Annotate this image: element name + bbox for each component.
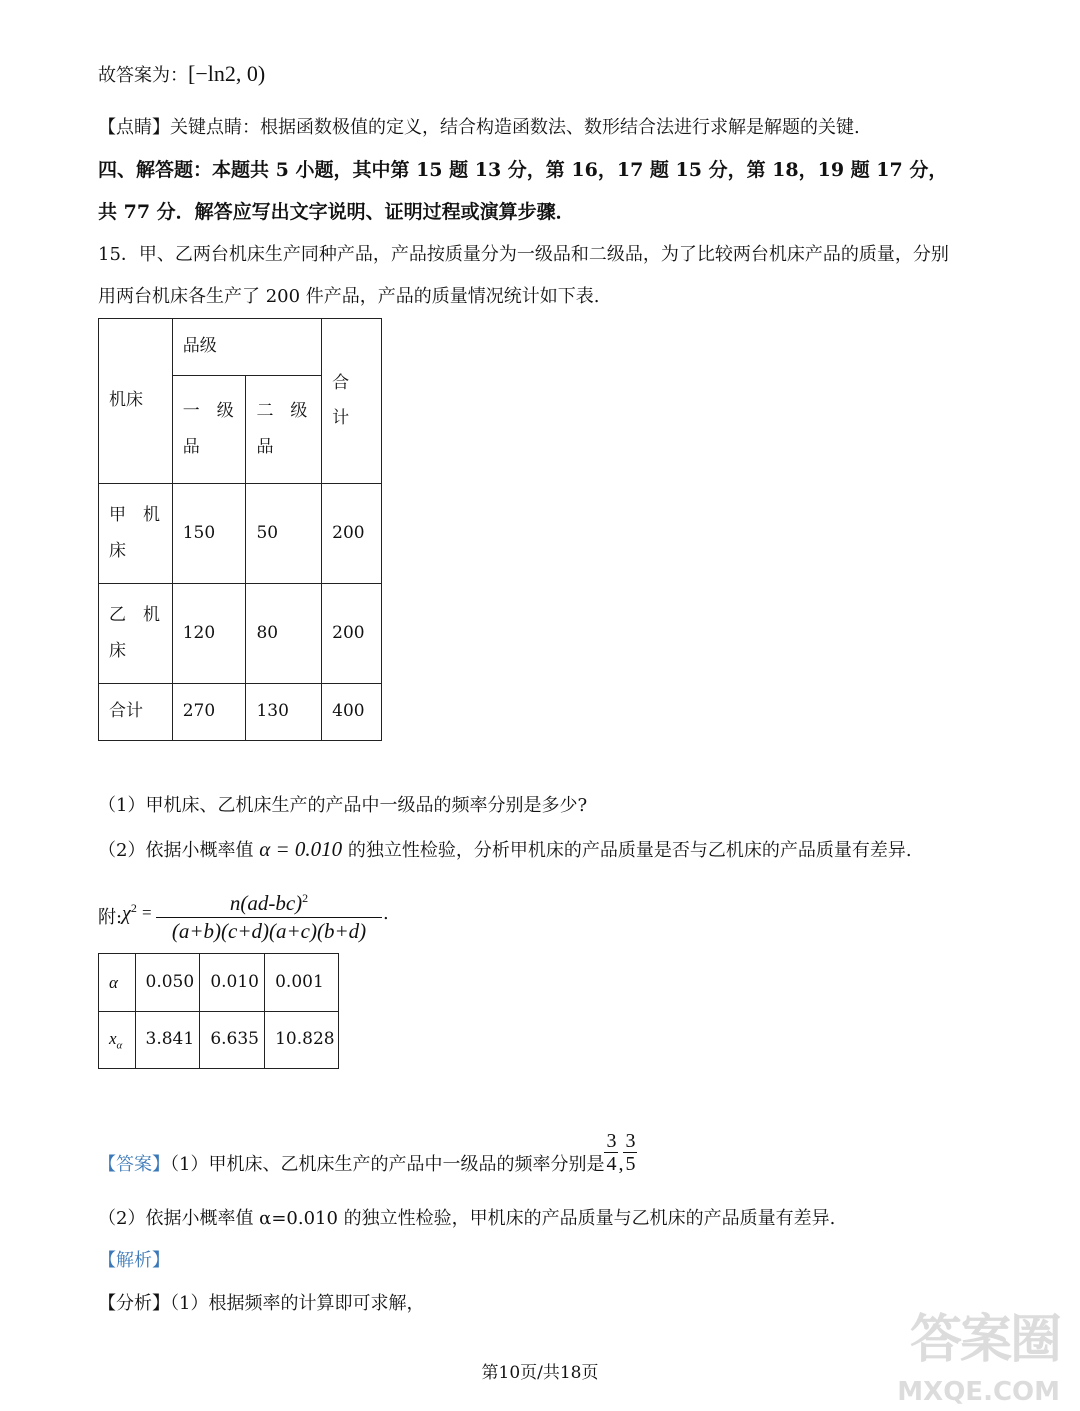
total-row-name: 合计 (99, 684, 173, 741)
header-first-grade: 一 级 品 (172, 376, 246, 484)
analysis-label: 【解析】 (98, 1250, 170, 1271)
formula-prefix: 附: (98, 907, 123, 928)
chi-symbol: $\chi^2$ (122, 901, 137, 925)
cell-second: 50 (246, 484, 322, 584)
alpha-value: α = 0.010 (259, 837, 343, 861)
section-heading-line2: 共 77 分．解答应写出文字说明、证明过程或演算步骤． (98, 201, 575, 223)
answer-conclusion (98, 60, 265, 89)
formula-fraction (156, 886, 382, 944)
critical-cell: 3.841 (135, 1012, 200, 1069)
quality-table (98, 318, 382, 741)
formula-denominator: (a+b)(c+d)(a+c)(b+d) (171, 919, 367, 943)
alpha-cell: 0.001 (265, 954, 339, 1012)
fenxi-text: （1）根据频率的计算即可求解， (170, 1293, 425, 1314)
fraction-three-fifths: $\frac{3}{5}$ (625, 1130, 636, 1175)
question-text-line2: 用两台机床各生产了 200 件产品，产品的质量情况统计如下表. (98, 286, 600, 307)
header-second-grade: 二 级 品 (246, 376, 322, 484)
cell-total: 200 (322, 484, 382, 584)
formula-numerator: $n(ad-bc)^2$ (229, 891, 309, 915)
total-first: 270 (172, 684, 246, 741)
answer-label: 【答案】 (98, 1153, 170, 1175)
sub-question-2: （2）依据小概率值 α = 0.010 的独立性检验，分析甲机床的产品质量是否与乙机床的产品质量有差异. (98, 837, 912, 861)
analysis-fenxi (98, 1292, 424, 1315)
total-second: 130 (246, 684, 322, 741)
critical-value-table (98, 953, 339, 1069)
header-grade: 品级 (172, 319, 321, 376)
cell-first: 120 (172, 584, 246, 684)
row-name: 甲 机 床 (99, 484, 173, 584)
fenxi-label: 【分析】 (98, 1293, 170, 1314)
alpha-label: α (99, 954, 136, 1012)
answer-line-2: （2）依据小概率值 α=0.010 的独立性检验，甲机床的产品质量与乙机床的产品质量有差异. (98, 1208, 836, 1229)
header-machine: 机床 (99, 319, 173, 484)
cell-total: 200 (322, 584, 382, 684)
section-heading-line1: 四、解答题：本题共 5 小题，其中第 15 题 13 分，第 16，17 题 15 分，第 18，19 题 17 分， (98, 159, 948, 181)
key-note-label: 【点睛】 (98, 117, 170, 138)
key-note-text: 关键点睛：根据函数极值的定义，结合构造函数法、数形结合法进行求解是解题的关键. (170, 117, 860, 138)
alpha-cell: 0.010 (200, 954, 265, 1012)
alpha-cell: 0.050 (135, 954, 200, 1012)
question-text-line1: 15．甲、乙两台机床生产同种产品，产品按质量分为一级品和二级品，为了比较两台机床产品的质量，分别 (98, 244, 949, 265)
answer-interval: [−ln2, 0) (188, 61, 266, 86)
table-row (99, 484, 382, 584)
critical-cell: 10.828 (265, 1012, 339, 1069)
x-alpha-label: $x_\alpha$ (99, 1012, 136, 1069)
page-number: 第10页/共18页 (481, 1363, 599, 1383)
key-note (98, 116, 860, 139)
fraction-three-quarters: $\frac{3}{4}$ (606, 1130, 617, 1175)
cell-second: 80 (246, 584, 322, 684)
total-all: 400 (322, 684, 382, 741)
critical-cell: 6.635 (200, 1012, 265, 1069)
cell-first: 150 (172, 484, 246, 584)
table-total-row (99, 684, 382, 741)
watermark-logo: 答案圈 MXQE.COM (897, 1310, 1060, 1407)
answer-line-1: 【答案】（1）甲机床、乙机床生产的产品中一级品的频率分别是 $\frac{3}{4}$ , $\frac{3}{5}$ (98, 1130, 636, 1175)
row-name: 乙 机 床 (99, 584, 173, 684)
answer-intro: 故答案为： (98, 65, 188, 86)
sub-question-1: （1）甲机床、乙机床生产的产品中一级品的频率分别是多少? (98, 795, 588, 816)
table-row (99, 584, 382, 684)
header-total: 合 计 (322, 319, 382, 484)
